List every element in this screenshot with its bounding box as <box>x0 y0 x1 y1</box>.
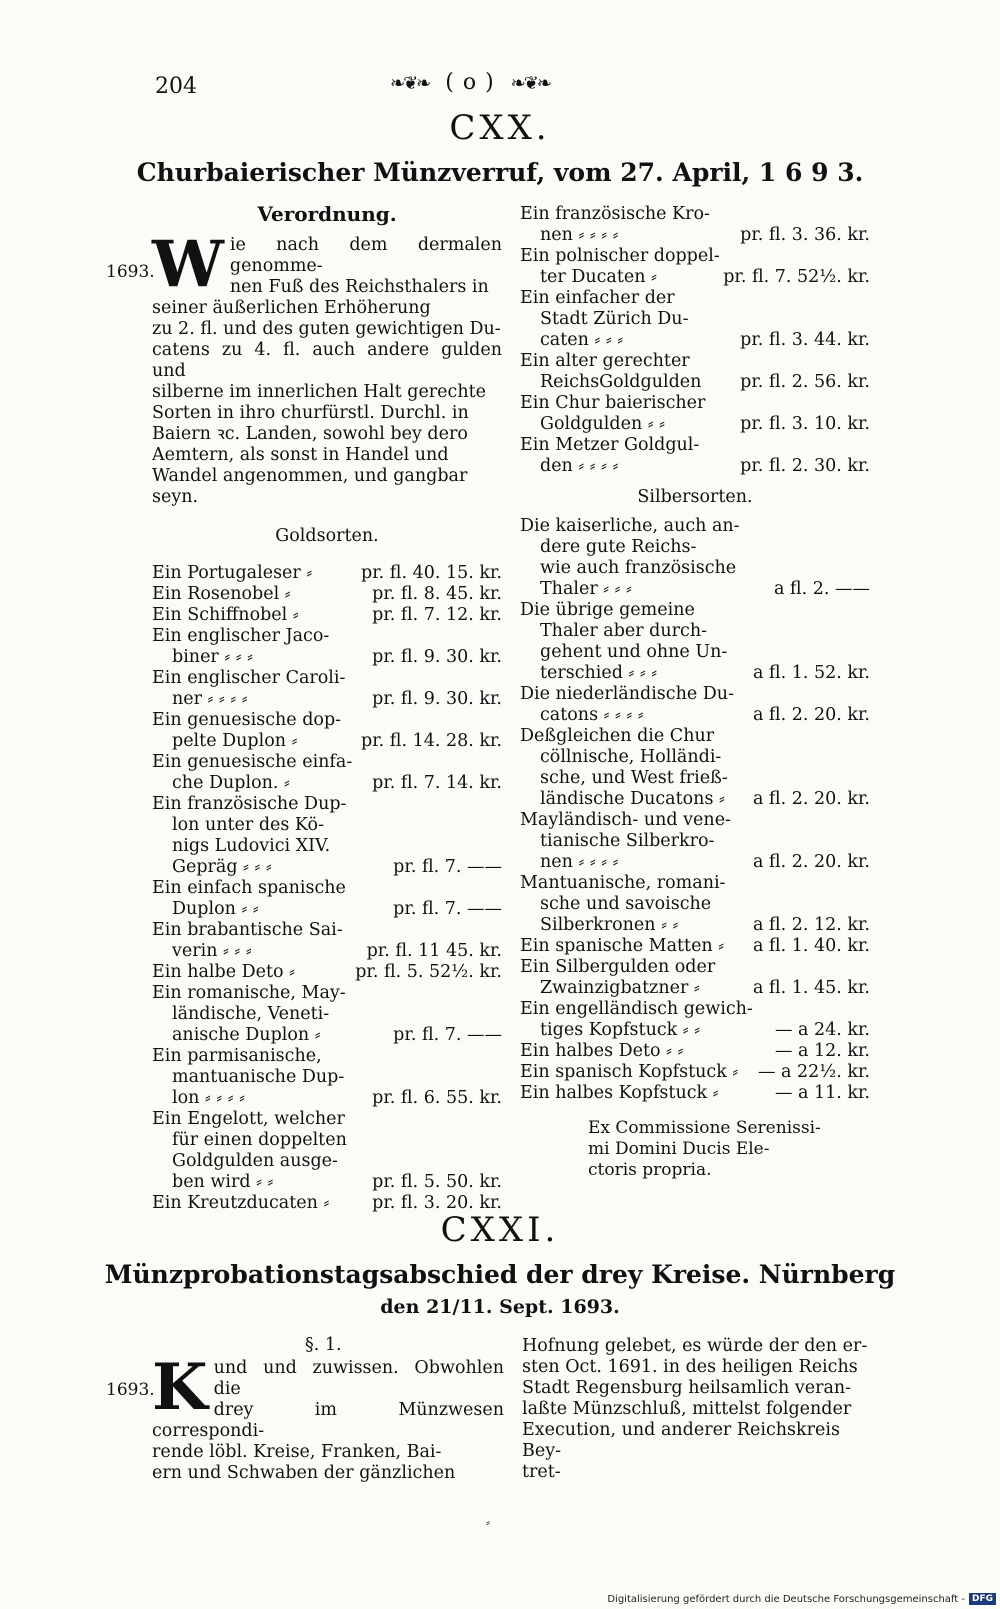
gold-entry-name: Ein französische Kro- <box>520 204 710 224</box>
gold-entry <box>152 1130 502 1151</box>
gold-entry-name: ländische, Veneti- <box>172 1004 330 1024</box>
section-title: Churbaierischer Münzverruf, vom 27. April, 1 6 9 3. <box>136 158 864 187</box>
margin-year: 1693. <box>106 262 155 282</box>
silver-entry-name: Mantuanische, romani- <box>520 873 726 893</box>
silver-entry-price: a fl. 2. 20. kr. <box>752 789 870 809</box>
silver-entry <box>520 978 870 999</box>
gold-entry-name: Ein Schiffnobel ⸗ <box>152 605 299 625</box>
silver-entry-name: gehent und ohne Un- <box>540 642 728 662</box>
silver-entry-price: a fl. 1. 40. kr. <box>752 936 870 956</box>
left-column <box>152 204 502 1214</box>
silver-entry <box>520 915 870 936</box>
silver-subheading: Silbersorten. <box>637 487 753 507</box>
gold-entry <box>152 794 502 815</box>
intro-paragraph <box>152 227 502 508</box>
gold-entry <box>152 689 502 710</box>
intro-line: Wandel angenommen, und gangbar <box>152 466 468 486</box>
gold-entry-price: pr. fl. 14. 28. kr. <box>361 731 502 751</box>
gold-entry-price: pr. fl. 3. 44. kr. <box>740 330 870 350</box>
gold-entry-price: pr. fl. 7. —— <box>393 1025 502 1045</box>
gold-entry-name: Ein polnischer doppel- <box>520 246 720 266</box>
section2-left-line: und und zuwissen. Obwohlen die <box>213 1358 504 1399</box>
gold-entry-name: Ein Metzer Goldgul- <box>520 435 700 455</box>
gold-entry <box>152 857 502 878</box>
silver-entry <box>520 705 870 726</box>
gold-entry <box>520 435 870 456</box>
silver-entry <box>520 831 870 852</box>
gold-subheading: Goldsorten. <box>275 526 379 546</box>
gold-entry <box>520 393 870 414</box>
gold-entry <box>152 1067 502 1088</box>
gold-entry-price: pr. fl. 7. 12. kr. <box>372 605 502 625</box>
gold-entry-name: Ein Chur baierischer <box>520 393 706 413</box>
gold-entry-name: lon ⸗ ⸗ ⸗ ⸗ <box>172 1088 245 1108</box>
gold-entry-price: pr. fl. 40. 15. kr. <box>361 563 502 583</box>
gold-entry-name: ter Ducaten ⸗ <box>540 267 657 287</box>
gold-entry <box>152 584 502 605</box>
gold-entry-price: pr. fl. 5. 52½. kr. <box>355 962 502 982</box>
gold-entry <box>152 899 502 920</box>
gold-entry-name: Goldgulden ⸗ ⸗ <box>540 414 665 434</box>
gold-entry-name: Ein brabantische Sai- <box>152 920 343 940</box>
gold-entry-name: verin ⸗ ⸗ ⸗ <box>172 941 252 961</box>
silver-entry-name: Thaler aber durch- <box>540 621 708 641</box>
gold-entry-name: nigs Ludovici XIV. <box>172 836 331 856</box>
silver-entry-name: tianische Silberkro- <box>540 831 715 851</box>
gold-entry-name: Ein genuesische einfa- <box>152 752 353 772</box>
footer <box>607 1593 996 1605</box>
gold-entry <box>520 309 870 330</box>
silver-entry-price: a fl. 2. 20. kr. <box>752 852 870 872</box>
silver-entry-name: Zwainzigbatzner ⸗ <box>540 978 700 998</box>
gold-entry <box>152 962 502 983</box>
silver-entry-price: a fl. 2. 12. kr. <box>752 915 870 935</box>
section2-left-line: rende löbl. Kreise, Franken, Bai- <box>152 1442 442 1462</box>
gold-entry <box>152 563 502 584</box>
date-line: den 21/11. Sept. 1693. <box>380 1296 620 1318</box>
gold-entry-name: pelte Duplon ⸗ <box>172 731 298 751</box>
gold-entry <box>520 330 870 351</box>
margin-year-2: 1693. <box>106 1380 155 1400</box>
gold-entry-name: Stadt Zürich Du- <box>540 309 689 329</box>
drop-cap-2: K <box>152 1350 208 1425</box>
intro-line: seiner äußerlichen Erhöherung <box>152 298 431 318</box>
dfg-logo: DFG <box>969 1593 996 1605</box>
gold-entry-name: Duplon ⸗ ⸗ <box>172 899 259 919</box>
gold-entry <box>520 456 870 477</box>
intro-line: Aemtern, als sonst in Handel und <box>152 445 449 465</box>
gold-entry-name: Gepräg ⸗ ⸗ ⸗ <box>172 857 272 877</box>
silver-entry-name: Ein halbes Deto ⸗ ⸗ <box>520 1041 684 1061</box>
silver-entry-price: — a 11. kr. <box>774 1083 870 1103</box>
silver-entry-name: Ein spanische Matten ⸗ <box>520 936 725 956</box>
gold-entry <box>520 372 870 393</box>
running-head <box>390 70 550 95</box>
section2-left-line: drey im Münzwesen correspondi- <box>152 1400 504 1441</box>
gold-entry-name: Ein halbe Deto ⸗ <box>152 962 295 982</box>
ordinance-heading: Verordnung. <box>257 202 397 226</box>
silver-entry-name: Ein engelländisch gewich- <box>520 999 753 1019</box>
silver-entry-name: terschied ⸗ ⸗ ⸗ <box>540 663 658 683</box>
section2-right-line: sten Oct. 1691. in des heiligen Reichs <box>522 1357 858 1377</box>
gold-list <box>152 563 502 1214</box>
silver-list <box>520 516 870 1104</box>
gold-entry-name: Ein alter gerechter <box>520 351 690 371</box>
silver-entry <box>520 663 870 684</box>
silver-entry-price: a fl. 1. 52. kr. <box>752 663 870 683</box>
gold-entry-name: mantuanische Dup- <box>172 1067 345 1087</box>
gold-entry-name: anische Duplon ⸗ <box>172 1025 321 1045</box>
section-number: CXX. <box>449 108 551 148</box>
gold-entry-price: pr. fl. 3. 36. kr. <box>740 225 870 245</box>
silver-entry <box>520 999 870 1020</box>
gold-entry <box>152 941 502 962</box>
silver-entry <box>520 1062 870 1083</box>
gold-entry <box>152 752 502 773</box>
silver-entry-name: dere gute Reichs- <box>540 537 697 557</box>
stray-mark: ⸗ <box>486 1515 490 1529</box>
silver-entry <box>520 1083 870 1104</box>
gold-entry-price: pr. fl. 3. 10. kr. <box>740 414 870 434</box>
silver-entry <box>520 621 870 642</box>
gold-entry-name: Ein Rosenobel ⸗ <box>152 584 291 604</box>
gold-entry <box>152 815 502 836</box>
silver-entry <box>520 516 870 537</box>
gold-entry <box>520 246 870 267</box>
silver-entry-name: ländische Ducatons ⸗ <box>540 789 725 809</box>
gold-entry-price: pr. fl. 2. 56. kr. <box>740 372 870 392</box>
gold-entry <box>152 983 502 1004</box>
silver-entry-name: Silberkronen ⸗ ⸗ <box>540 915 679 935</box>
silver-entry-name: Die niederländische Du- <box>520 684 734 704</box>
silver-entry <box>520 894 870 915</box>
section2-right-line: laßte Münzschluß, mittelst folgender <box>522 1399 852 1419</box>
gold-entry-price: pr. fl. 7. —— <box>393 857 502 877</box>
gold-entry <box>520 225 870 246</box>
intro-line: nen Fuß des Reichsthalers in <box>229 277 489 297</box>
gold-entry-price: pr. fl. 9. 30. kr. <box>372 647 502 667</box>
silver-entry <box>520 1020 870 1041</box>
running-head-text: ( o ) <box>445 70 495 95</box>
gold-entry-name: Ein Portugaleser ⸗ <box>152 563 313 583</box>
gold-entry-name: nen ⸗ ⸗ ⸗ ⸗ <box>540 225 619 245</box>
gold-entry <box>152 920 502 941</box>
silver-entry-price: a fl. 1. 45. kr. <box>752 978 870 998</box>
silver-entry-name: Ein Silbergulden oder <box>520 957 716 977</box>
gold-entry <box>152 1025 502 1046</box>
right-column <box>520 204 870 1104</box>
gold-entry-price: pr. fl. 7. 52½. kr. <box>723 267 870 287</box>
silver-entry-name: Ein spanisch Kopfstuck ⸗ <box>520 1062 739 1082</box>
silver-entry-price: a fl. 2. —— <box>773 579 870 599</box>
silver-entry <box>520 600 870 621</box>
paragraph-mark: §. 1. <box>305 1335 342 1355</box>
intro-line: Sorten in ihro churfürstl. Durchl. in <box>152 403 469 423</box>
silver-entry <box>520 789 870 810</box>
silver-entry-price: — a 22½. kr. <box>757 1062 870 1082</box>
silver-entry-name: Ein halbes Kopfstuck ⸗ <box>520 1083 719 1103</box>
page-number: 204 <box>155 74 197 99</box>
section2-left-line: ern und Schwaben der gänzlichen <box>152 1463 456 1483</box>
section2-right-line: Hofnung gelebet, es würde der den er- <box>522 1336 868 1356</box>
gold-entry <box>520 351 870 372</box>
gold-entry <box>520 204 870 225</box>
silver-entry <box>520 642 870 663</box>
gold-entry-name: Ein Engelott, welcher <box>152 1109 345 1129</box>
gold-entry-name: Ein englischer Jaco- <box>152 626 330 646</box>
silver-entry <box>520 726 870 747</box>
signature-line: Ex Commissione Serenissi- <box>588 1118 821 1138</box>
gold-entry <box>152 1004 502 1025</box>
gold-entry <box>152 836 502 857</box>
section2-right-line: tret- <box>522 1462 561 1482</box>
gold-entry <box>152 773 502 794</box>
intro-line: ie nach dem dermalen genomme- <box>229 235 502 276</box>
gold-entry-name: Ein parmisanische, <box>152 1046 322 1066</box>
silver-entry <box>520 558 870 579</box>
silver-entry-name: sche und savoische <box>540 894 712 914</box>
gold-entry-price: pr. fl. 6. 55. kr. <box>372 1088 502 1108</box>
intro-line: Baiern ꝛc. Landen, sowohl bey dero <box>152 424 468 444</box>
gold-entry <box>152 1046 502 1067</box>
section2-right-line: Stadt Regensburg heilsamlich veran- <box>522 1378 852 1398</box>
section-number-2: CXXI. <box>440 1210 560 1250</box>
silver-entry <box>520 936 870 957</box>
gold-entry-price: pr. fl. 11 45. kr. <box>366 941 502 961</box>
gold-entry <box>520 288 870 309</box>
gold-entry-name: Ein genuesische dop- <box>152 710 342 730</box>
gold-entry-price: pr. fl. 7. —— <box>393 899 502 919</box>
silver-entry-name: Mayländisch- und vene- <box>520 810 731 830</box>
gold-entry-name: Ein Kreutzducaten ⸗ <box>152 1193 330 1213</box>
gold-entry-name: Ein einfacher der <box>520 288 675 308</box>
gold-entry-price: pr. fl. 7. 14. kr. <box>372 773 502 793</box>
gold-entry-name: ner ⸗ ⸗ ⸗ ⸗ <box>172 689 248 709</box>
signature-line: ctoris propria. <box>588 1160 712 1180</box>
gold-entry <box>152 1151 502 1172</box>
silver-entry-price: — a 24. kr. <box>774 1020 870 1040</box>
intro-line: zu 2. fl. und des guten gewichtigen Du- <box>152 319 501 339</box>
silver-entry <box>520 957 870 978</box>
silver-entry-price: a fl. 2. 20. kr. <box>752 705 870 725</box>
gold-entry-price: pr. fl. 9. 30. kr. <box>372 689 502 709</box>
gold-entry-name: ben wird ⸗ ⸗ <box>172 1172 274 1192</box>
ornament-left: ❧❦❧ <box>390 73 430 94</box>
section2-left-text <box>152 1350 504 1484</box>
silver-entry-name: sche, und West frieß- <box>540 768 728 788</box>
gold-entry-name: Ein französische Dup- <box>152 794 347 814</box>
drop-cap: W <box>152 227 224 302</box>
gold-entry <box>152 1088 502 1109</box>
gold-entry-name: lon unter des Kö- <box>172 815 324 835</box>
gold-entry-name: Ein romanische, May- <box>152 983 346 1003</box>
gold-entry <box>152 605 502 626</box>
gold-entry-name: Ein einfach spanische <box>152 878 346 898</box>
ornament-right: ❧❦❧ <box>510 73 550 94</box>
gold-entry <box>152 1109 502 1130</box>
silver-entry <box>520 684 870 705</box>
gold-entry-name: den ⸗ ⸗ ⸗ ⸗ <box>540 456 619 476</box>
gold-entry-name: Ein englischer Caroli- <box>152 668 346 688</box>
gold-entry-name: für einen doppelten <box>172 1130 347 1150</box>
intro-line: silberne im innerlichen Halt gerechte <box>152 382 486 402</box>
silver-entry <box>520 579 870 600</box>
gold-entry <box>520 414 870 435</box>
silver-entry-name: tiges Kopfstuck ⸗ ⸗ <box>540 1020 701 1040</box>
gold-entry <box>152 878 502 899</box>
gold-entry-price: pr. fl. 3. 20. kr. <box>372 1193 502 1213</box>
section-title-2: Münzprobationstagsabschied der drey Kreise. Nürnberg <box>104 1260 896 1289</box>
silver-entry-name: Die kaiserliche, auch an- <box>520 516 740 536</box>
gold-entry-name: biner ⸗ ⸗ ⸗ <box>172 647 253 667</box>
silver-entry-name: Thaler ⸗ ⸗ ⸗ <box>540 579 632 599</box>
gold-entry <box>152 731 502 752</box>
silver-entry-name: Deßgleichen die Chur <box>520 726 715 746</box>
signature-block <box>588 1118 828 1181</box>
section2-right-text <box>522 1336 870 1483</box>
gold-entry-price: pr. fl. 5. 50. kr. <box>372 1172 502 1192</box>
gold-entry <box>152 710 502 731</box>
silver-entry-name: nen ⸗ ⸗ ⸗ ⸗ <box>540 852 619 872</box>
footer-text: Digitalisierung gefördert durch die Deutsche Forschungsgemeinschaft - <box>607 1593 965 1605</box>
silver-entry-name: cöllnische, Holländi- <box>540 747 722 767</box>
gold-entry <box>152 1172 502 1193</box>
silver-entry-name: Die übrige gemeine <box>520 600 695 620</box>
signature-line: mi Domini Ducis Ele- <box>588 1139 770 1159</box>
gold-list-continued <box>520 204 870 477</box>
gold-entry <box>152 668 502 689</box>
gold-entry <box>152 626 502 647</box>
gold-entry <box>152 647 502 668</box>
gold-entry <box>520 267 870 288</box>
gold-entry-price: pr. fl. 8. 45. kr. <box>372 584 502 604</box>
gold-entry-name: ReichsGoldgulden <box>540 372 702 392</box>
gold-entry-name: Goldgulden ausge- <box>172 1151 338 1171</box>
silver-entry <box>520 747 870 768</box>
gold-entry-price: pr. fl. 2. 30. kr. <box>740 456 870 476</box>
silver-entry <box>520 810 870 831</box>
silver-entry-price: — a 12. kr. <box>774 1041 870 1061</box>
silver-entry-name: catons ⸗ ⸗ ⸗ ⸗ <box>540 705 644 725</box>
gold-entry-name: che Duplon. ⸗ <box>172 773 290 793</box>
silver-entry <box>520 873 870 894</box>
silver-entry <box>520 537 870 558</box>
silver-entry-name: wie auch französische <box>540 558 737 578</box>
silver-entry <box>520 768 870 789</box>
intro-line: seyn. <box>152 487 199 507</box>
section2-right-line: Execution, und anderer Reichskreis Bey- <box>522 1420 840 1461</box>
silver-entry <box>520 1041 870 1062</box>
silver-entry <box>520 852 870 873</box>
gold-entry-name: caten ⸗ ⸗ ⸗ <box>540 330 624 350</box>
intro-line: catens zu 4. fl. auch andere gulden und <box>152 340 502 381</box>
